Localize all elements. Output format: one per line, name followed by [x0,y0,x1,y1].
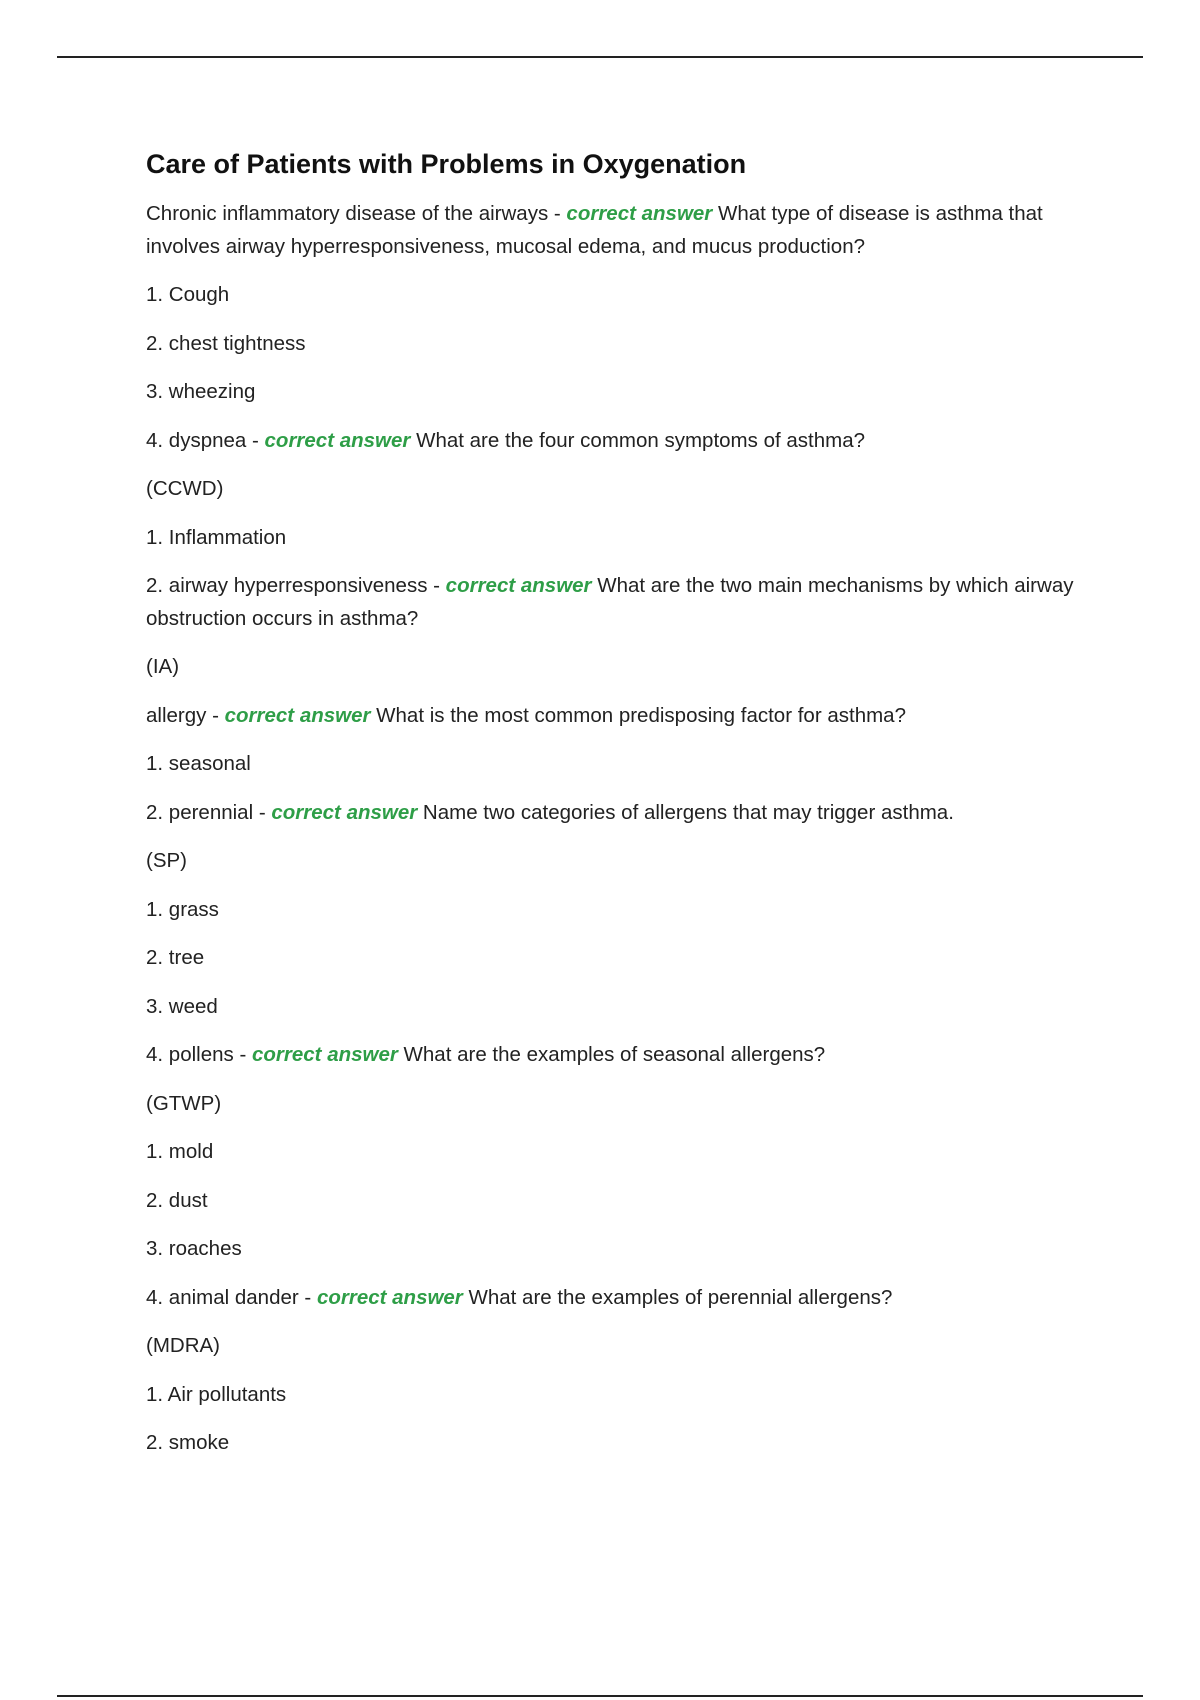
list-item [146,1427,1076,1460]
list-item [146,1379,1076,1412]
separator: - [548,202,567,225]
question-text: Name two categories of allergens that may trigger asthma. [422,800,954,824]
list-item [146,1330,1076,1363]
bottom-divider [57,1695,1143,1697]
answer-text: 2. airway hyperresponsiveness [146,574,428,597]
qa-entry [146,700,1076,733]
qa-entry [146,198,1076,263]
answer-text: 4. dyspnea [146,428,247,452]
answer-text: 2. perennial [146,800,254,824]
answer-text: allergy [146,703,207,727]
separator: - [233,1043,252,1066]
correct-answer-label: correct answer [224,703,371,727]
line-text: (SP) [146,849,187,872]
line-text: 1. Cough [146,283,230,306]
line-text: 2. chest tightness [146,331,306,355]
answer-text: 4. pollens [146,1043,234,1066]
list-item [146,845,1076,878]
correct-answer-label: correct answer [251,1043,398,1066]
question-text: What are the examples of perennial allergens? [468,1285,893,1309]
separator: - [427,574,446,597]
qa-entry [146,1039,1076,1072]
line-text: 3. wheezing [146,380,256,403]
correct-answer-label: correct answer [264,428,411,452]
correct-answer-label: correct answer [445,574,592,597]
list-item [146,473,1076,506]
separator: - [298,1285,317,1309]
question-text: What type of disease is asthma that involves airway hyperresponsiveness, mucosal edema, and mucus production? [146,202,1043,258]
document-body [146,146,1076,1476]
line-text: 2. tree [146,946,205,969]
qa-entry [146,425,1076,458]
line-text: (IA) [146,655,180,678]
line-text: (GTWP) [146,1091,222,1115]
line-text: 3. weed [146,994,218,1018]
line-text: (CCWD) [146,477,224,500]
line-text: 3. roaches [146,1237,242,1260]
line-text: 1. mold [146,1140,214,1163]
question-text: What is the most common predisposing factor for asthma? [376,703,906,727]
list-item [146,1136,1076,1169]
qa-entry [146,797,1076,830]
list-item [146,1233,1076,1266]
qa-entry [146,1282,1076,1315]
qa-list [146,198,1076,1460]
list-item [146,651,1076,684]
separator: - [253,800,272,824]
line-text: 1. grass [146,897,219,921]
list-item [146,1185,1076,1218]
list-item [146,522,1076,555]
answer-text: Chronic inflammatory disease of the airways [146,202,549,225]
list-item [146,376,1076,409]
qa-entry [146,570,1076,635]
list-item [146,991,1076,1024]
top-divider [57,56,1143,58]
list-item [146,894,1076,927]
list-item [146,942,1076,975]
list-item [146,748,1076,781]
line-text: (MDRA) [146,1334,221,1357]
list-item [146,1088,1076,1121]
separator: - [206,703,225,727]
question-text: What are the two main mechanisms by which airway obstruction occurs in asthma? [146,574,1074,630]
page-title: Care of Patients with Problems in Oxygenation [146,149,747,179]
question-text: What are the examples of seasonal allergens? [403,1043,826,1066]
list-item [146,279,1076,312]
answer-text: 4. animal dander [146,1285,299,1309]
correct-answer-label: correct answer [566,202,713,225]
line-text: 2. dust [146,1188,208,1212]
line-text: 1. Inflammation [146,525,287,549]
line-text: 1. Air pollutants [146,1382,287,1406]
separator: - [246,428,265,452]
line-text: 2. smoke [146,1431,230,1454]
correct-answer-label: correct answer [316,1285,463,1309]
correct-answer-label: correct answer [271,800,418,824]
question-text: What are the four common symptoms of asthma? [416,428,865,452]
list-item [146,328,1076,361]
line-text: 1. seasonal [146,752,251,775]
